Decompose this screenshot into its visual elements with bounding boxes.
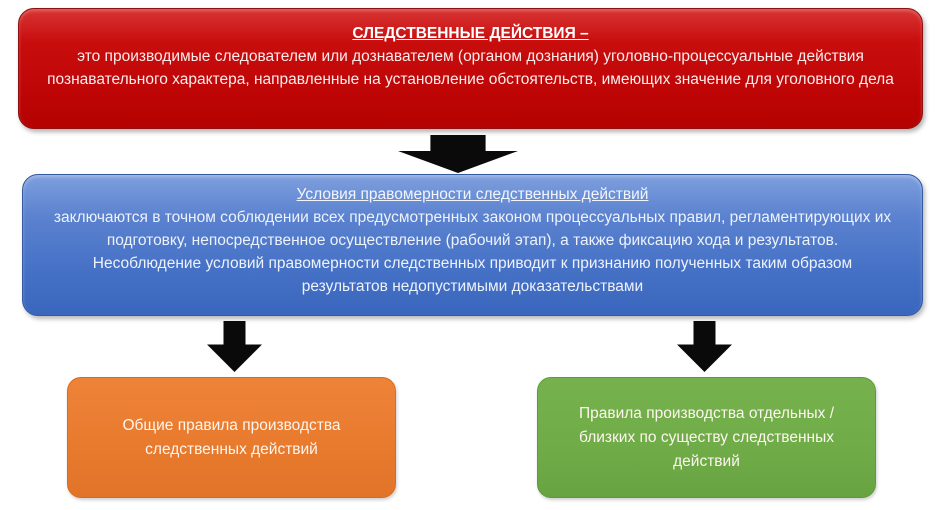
down-arrow-icon <box>207 321 262 372</box>
conditions-box-title: Условия правомерности следственных действий <box>296 186 649 203</box>
definition-box-body: это производимые следователем или дознавателем (органом дознания) уголовно-процессуальные действия познавательного характера, направленные на установление обстоятельств, имеющих значение для уголовного дела <box>47 48 894 88</box>
down-arrow-icon <box>398 135 518 173</box>
conditions-box-body: заключаются в точном соблюдении всех предусмотренных законом процессуальных правил, регламентирующих их подготовку, непосредственное осуществление (рабочий этап), а также фиксацию хода и результатов. Несоблюдение условий правомерности следственных приводит к признанию полученных таким образом результатов недопустимыми доказательствами <box>53 209 892 295</box>
specific-rules-box <box>537 377 876 498</box>
specific-rules-label: Правила производства отдельных / близких по существу следственных действий <box>578 404 835 470</box>
general-rules-box <box>67 377 396 498</box>
definition-box <box>18 8 923 129</box>
down-arrow-icon <box>677 321 732 372</box>
conditions-box <box>22 174 923 316</box>
general-rules-label: Общие правила производства следственных действий <box>122 416 341 458</box>
definition-box-title: СЛЕДСТВЕННЫЕ ДЕЙСТВИЯ – <box>352 25 589 42</box>
